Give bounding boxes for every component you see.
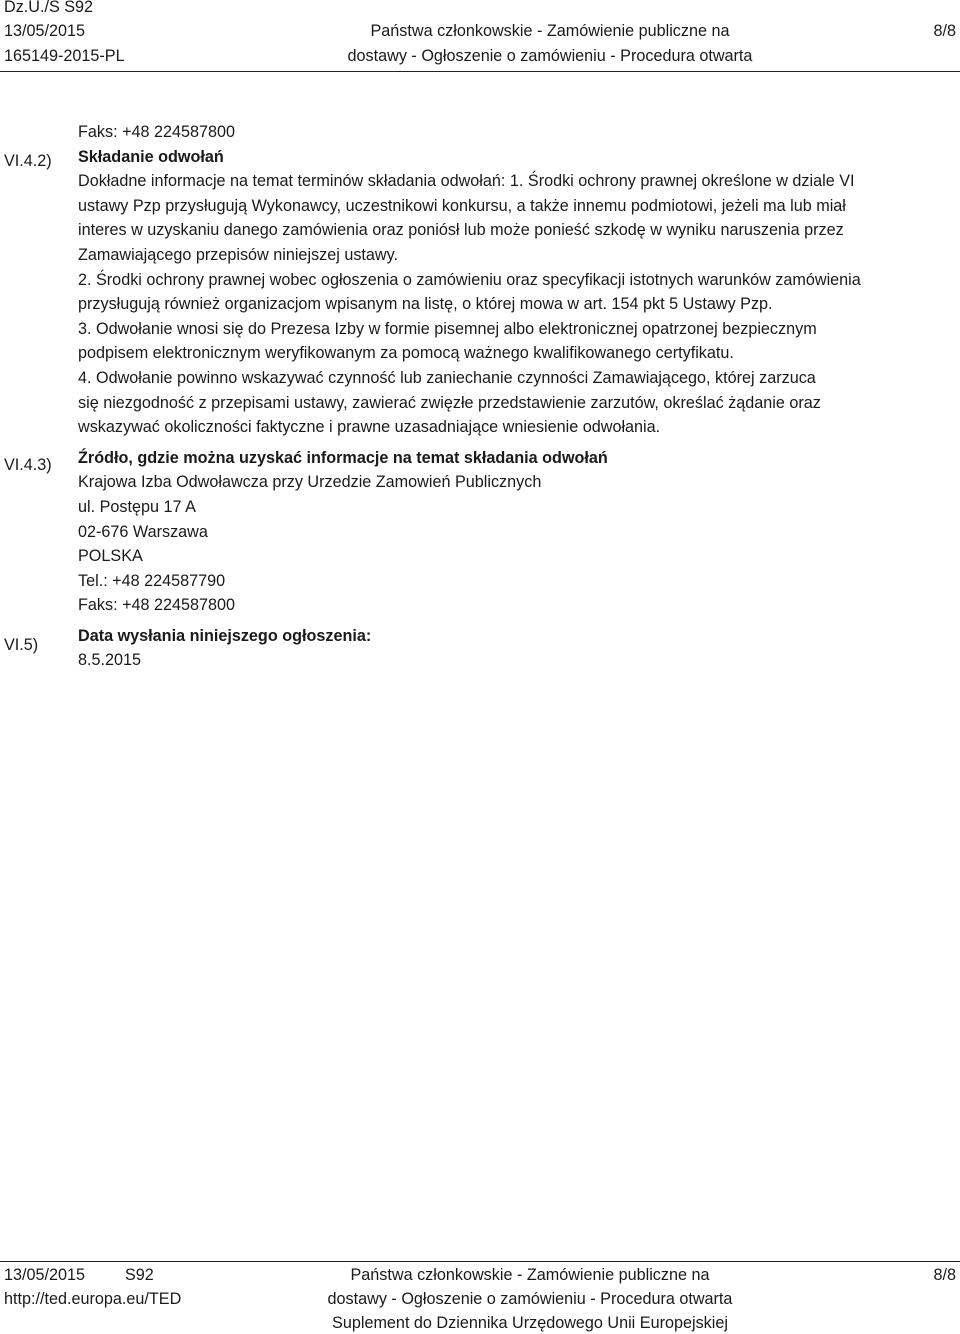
- header-date: 13/05/2015: [4, 22, 86, 40]
- header-rule: [0, 71, 960, 72]
- appeals-line: 3. Odwołanie wnosi się do Prezesa Izby w formie pisemnej albo elektronicznej opatrzonej bezpiecznym: [78, 319, 817, 338]
- appeals-line: 2. Środki ochrony prawnej wobec ogłoszenia o zamówieniu oraz specyfikacji istotnych warunków zamówienia: [78, 270, 861, 289]
- appeals-line: interes w uzyskaniu danego zamówienia oraz poniósł lub może ponieść szkodę w wyniku naruszenia przez: [78, 221, 844, 240]
- section-number-vi-4-3: VI.4.3): [4, 456, 52, 474]
- appeals-line: przysługują również organizacjom wpisanym na listę, o której mowa w art. 154 pkt 5 Ustawy Pzp.: [78, 295, 773, 314]
- appeals-line: Zamawiającego przepisów niniejszej ustawy.: [78, 245, 398, 264]
- header-title-line1: Państwa członkowskie - Zamówienie publiczne na: [370, 22, 730, 40]
- footer-page-number: 8/8: [933, 1266, 956, 1284]
- appeals-line: wskazywać okoliczności faktyczne i prawne uzasadniające wniesienie odwołania.: [78, 418, 661, 437]
- source-line: POLSKA: [78, 547, 143, 566]
- appeals-line: podpisem elektronicznym weryfikowanym za pomocą ważnego kwalifikowanego certyfikatu.: [78, 344, 734, 363]
- main-content: [78, 120, 948, 673]
- footer-title-line2: dostawy - Ogłoszenie o zamówieniu - Procedura otwarta: [327, 1290, 733, 1308]
- section-number-vi-4-2: VI.4.2): [4, 152, 52, 170]
- source-heading: Źródło, gdzie można uzyskać informacje na temat składania odwołań: [78, 448, 608, 467]
- footer-date: 13/05/2015: [4, 1266, 86, 1284]
- appeals-line: ustawy Pzp przysługują Wykonawcy, uczestnikowi konkursu, a także innemu podmiotowi, jeżeli ma lub miał: [78, 196, 846, 215]
- source-line: Krajowa Izba Odwoławcza przy Urzedzie Zamowień Publicznych: [78, 473, 542, 492]
- source-line: 02-676 Warszawa: [78, 522, 208, 541]
- dispatch-heading: Data wysłania niniejszego ogłoszenia:: [78, 626, 372, 645]
- appeals-line: Dokładne informacje na temat terminów składania odwołań: 1. Środki ochrony prawnej określone w dziale VI: [78, 172, 855, 191]
- source-line: Tel.: +48 224587790: [78, 571, 226, 590]
- header-page-number: 8/8: [933, 22, 956, 40]
- header-title-line2: dostawy - Ogłoszenie o zamówieniu - Procedura otwarta: [347, 47, 753, 65]
- section-number-vi-5: VI.5): [4, 636, 39, 654]
- source-line: ul. Postępu 17 A: [78, 497, 196, 516]
- footer-title-line3: Suplement do Dziennika Urzędowego Unii Europejskiej: [332, 1314, 728, 1332]
- dispatch-date: 8.5.2015: [78, 651, 142, 670]
- footer-url: http://ted.europa.eu/TED: [4, 1290, 182, 1308]
- footer-title-line1: Państwa członkowskie - Zamówienie publiczne na: [350, 1266, 710, 1284]
- footer-issue: S92: [125, 1266, 154, 1284]
- footer-rule: [0, 1261, 960, 1262]
- header-journal: Dz.U./S S92: [4, 0, 94, 16]
- appeals-line: się niezgodność z przepisami ustawy, zawierać zwięzłe przedstawienie zarzutów, określać żądanie oraz: [78, 393, 821, 412]
- header-reference: 165149-2015-PL: [4, 47, 125, 65]
- appeals-line: 4. Odwołanie powinno wskazywać czynność lub zaniechanie czynności Zamawiającego, której zarzuca: [78, 368, 816, 387]
- fax-top: Faks: +48 224587800: [78, 123, 236, 141]
- source-line: Faks: +48 224587800: [78, 596, 236, 615]
- appeals-heading: Składanie odwołań: [78, 147, 224, 166]
